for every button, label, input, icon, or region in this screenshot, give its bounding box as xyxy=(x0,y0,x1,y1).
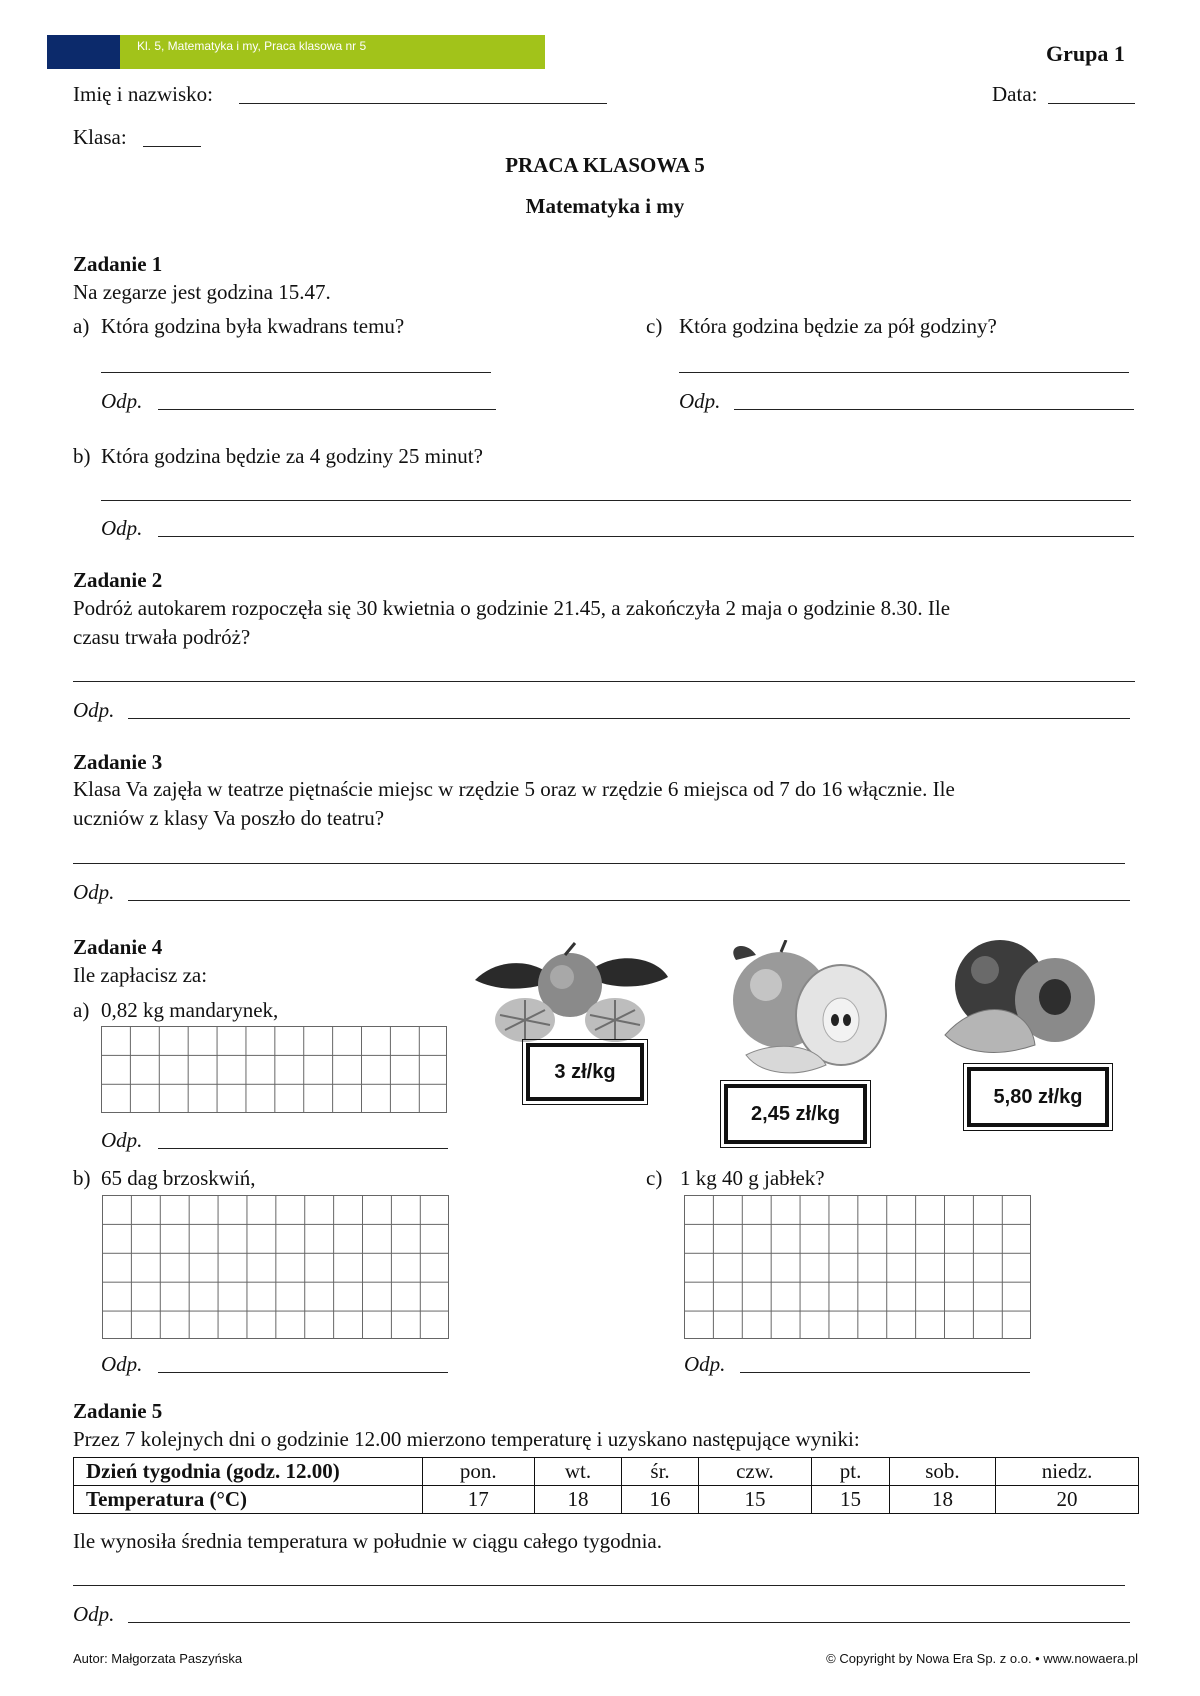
task2-answer-label: Odp. xyxy=(73,698,115,722)
table-cell-day: niedz. xyxy=(996,1458,1139,1486)
task5-intro: Przez 7 kolejnych dni o godzinie 12.00 mierzono temperaturę i uzyskano następujące wyniki: xyxy=(73,1427,860,1451)
table-cell-day: sob. xyxy=(889,1458,995,1486)
header-band-navy xyxy=(47,35,120,69)
task4-c-answer-line[interactable] xyxy=(740,1372,1030,1373)
table-cell-day: pt. xyxy=(812,1458,890,1486)
task1-c-marker: c) xyxy=(646,314,663,338)
task3-work-line[interactable] xyxy=(73,863,1125,864)
task5-answer-line[interactable] xyxy=(128,1622,1130,1623)
table-cell-temp: 20 xyxy=(996,1486,1139,1514)
task4-b-answer-label: Odp. xyxy=(101,1352,143,1376)
row-label-temperature: Temperatura (°C) xyxy=(74,1486,423,1514)
task1-b-work-line[interactable] xyxy=(101,500,1131,501)
task4-a-grid[interactable] xyxy=(101,1026,447,1113)
table-cell-temp: 17 xyxy=(423,1486,535,1514)
task4-b-question: 65 dag brzoskwiń, xyxy=(101,1166,256,1190)
name-label: Imię i nazwisko: xyxy=(73,82,213,106)
task1-c-answer-label: Odp. xyxy=(679,389,721,413)
task3-text-line1: Klasa Va zajęła w teatrze piętnaście miejsc w rzędzie 5 oraz w rzędzie 6 miejsca od 7 do 16 włącznie. Ile xyxy=(73,777,955,801)
table-row xyxy=(74,1458,1139,1486)
task2-title: Zadanie 2 xyxy=(73,568,163,592)
table-cell-temp: 15 xyxy=(812,1486,890,1514)
task5-title: Zadanie 5 xyxy=(73,1399,163,1423)
task1-b-answer-line[interactable] xyxy=(158,536,1134,537)
date-label: Data: xyxy=(992,82,1038,106)
task4-a-answer-label: Odp. xyxy=(101,1128,143,1152)
task5-work-line[interactable] xyxy=(73,1585,1125,1586)
task4-c-question: 1 kg 40 g jabłek? xyxy=(680,1166,825,1190)
name-field[interactable] xyxy=(239,103,607,104)
class-field[interactable] xyxy=(143,146,201,147)
temperature-table xyxy=(73,1457,1139,1514)
task2-answer-line[interactable] xyxy=(128,718,1130,719)
task2-text-line2: czasu trwała podróż? xyxy=(73,625,251,649)
table-cell-day: śr. xyxy=(622,1458,698,1486)
task4-a-answer-line[interactable] xyxy=(158,1148,448,1149)
table-cell-temp: 18 xyxy=(534,1486,622,1514)
task1-intro: Na zegarze jest godzina 15.47. xyxy=(73,280,331,304)
header-band-label: Kl. 5, Matematyka i my, Praca klasowa nr 5 xyxy=(137,39,367,53)
task1-b-question: Która godzina będzie za 4 godziny 25 minut? xyxy=(101,444,483,468)
table-cell-temp: 15 xyxy=(698,1486,812,1514)
task2-text-line1: Podróż autokarem rozpoczęła się 30 kwietnia o godzinie 21.45, a zakończyła 2 maja o godzinie 8.30. Ile xyxy=(73,596,951,620)
table-cell-day: czw. xyxy=(698,1458,812,1486)
task1-a-answer-line[interactable] xyxy=(158,409,496,410)
task1-b-answer-label: Odp. xyxy=(101,516,143,540)
task4-a-question: 0,82 kg mandarynek, xyxy=(101,998,279,1022)
task4-c-grid[interactable] xyxy=(684,1195,1031,1339)
page-subtitle: Matematyka i my xyxy=(525,194,685,218)
task4-c-answer-label: Odp. xyxy=(684,1352,726,1376)
task1-c-answer-line[interactable] xyxy=(734,409,1134,410)
class-label: Klasa: xyxy=(73,125,127,149)
table-cell-temp: 18 xyxy=(889,1486,995,1514)
price-tag-mandarins: 3 zł/kg xyxy=(526,1043,644,1101)
table-cell-day: wt. xyxy=(534,1458,622,1486)
task1-c-work-line[interactable] xyxy=(679,372,1129,373)
task5-answer-label: Odp. xyxy=(73,1602,115,1626)
footer-author: Autor: Małgorzata Paszyńska xyxy=(73,1651,243,1666)
task1-title: Zadanie 1 xyxy=(73,252,163,276)
table-cell-day: pon. xyxy=(423,1458,535,1486)
apples-image xyxy=(716,940,891,1080)
task4-title: Zadanie 4 xyxy=(73,935,163,959)
task4-b-answer-line[interactable] xyxy=(158,1372,448,1373)
group-label: Grupa 1 xyxy=(1046,41,1125,66)
table-cell-temp: 16 xyxy=(622,1486,698,1514)
task4-intro: Ile zapłacisz za: xyxy=(73,963,208,987)
task4-b-grid[interactable] xyxy=(102,1195,449,1339)
task1-b-marker: b) xyxy=(73,444,91,468)
date-field[interactable] xyxy=(1048,103,1135,104)
task1-a-marker: a) xyxy=(73,314,90,338)
task4-c-marker: c) xyxy=(646,1166,663,1190)
mandarins-image xyxy=(470,935,670,1045)
task2-work-line[interactable] xyxy=(73,681,1135,682)
task4-b-marker: b) xyxy=(73,1166,91,1190)
task3-answer-label: Odp. xyxy=(73,880,115,904)
task4-a-marker: a) xyxy=(73,998,90,1022)
task1-a-work-line[interactable] xyxy=(101,372,491,373)
task1-c-question: Która godzina będzie za pół godziny? xyxy=(679,314,997,338)
task1-a-question: Która godzina była kwadrans temu? xyxy=(101,314,405,338)
table-row xyxy=(74,1486,1139,1514)
task3-answer-line[interactable] xyxy=(128,900,1130,901)
task3-text-line2: uczniów z klasy Va poszło do teatru? xyxy=(73,806,385,830)
page-title: PRACA KLASOWA 5 xyxy=(505,153,705,177)
footer-copyright: © Copyright by Nowa Era Sp. z o.o. • www.nowaera.pl xyxy=(826,1651,1138,1666)
peaches-image xyxy=(940,935,1100,1060)
task3-title: Zadanie 3 xyxy=(73,750,163,774)
task1-a-answer-label: Odp. xyxy=(101,389,143,413)
row-label-day: Dzień tygodnia (godz. 12.00) xyxy=(74,1458,423,1486)
price-tag-peaches: 5,80 zł/kg xyxy=(967,1067,1109,1127)
price-tag-apples: 2,45 zł/kg xyxy=(724,1084,867,1144)
task5-question: Ile wynosiła średnia temperatura w południe w ciągu całego tygodnia. xyxy=(73,1529,662,1553)
